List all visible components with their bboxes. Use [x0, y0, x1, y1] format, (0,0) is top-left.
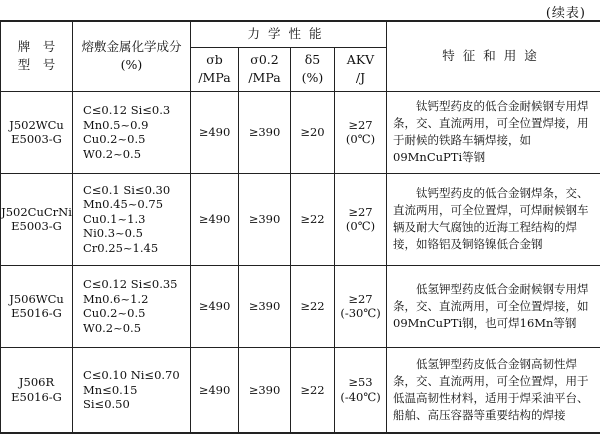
delta5-cell: ≥22	[291, 347, 335, 433]
grade-cell: J502CuCrNi E5003-G	[1, 173, 73, 265]
delta5-cell: ≥22	[291, 173, 335, 265]
usage-cell: 低氢钾型药皮低合金钢高韧性焊条，交、直流两用，可全位置焊，用于低温高韧性材料，适用于焊采油平台、船舶、高压容器等重要结构的焊接	[387, 347, 600, 433]
continued-label: (续表)	[545, 6, 586, 21]
usage-cell: 低氢钾型药皮低合金耐候钢专用焊条，交、直流两用，可全位置焊接，如09MnCuPTi钢，也可焊16Mn等钢	[387, 265, 600, 347]
sigma-b-cell: ≥490	[191, 347, 239, 433]
header-usage: 特征和用途	[387, 21, 600, 91]
header-composition: 熔敷金属化学成分 (%)	[73, 21, 191, 91]
sigma-02-cell: ≥390	[239, 91, 291, 173]
sigma-b-cell: ≥490	[191, 91, 239, 173]
grade-cell: J502WCu E5003-G	[1, 91, 73, 173]
sigma-02-cell: ≥390	[239, 347, 291, 433]
header-mechanical: 力学性能	[191, 21, 387, 47]
table-row	[1, 91, 600, 173]
grade-cell: J506R E5016-G	[1, 347, 73, 433]
delta5-cell: ≥20	[291, 91, 335, 173]
header-sigma-b: σb /MPa	[191, 47, 239, 91]
akv-cell: ≥27 (-30℃)	[335, 265, 387, 347]
akv-cell: ≥27 (0℃)	[335, 91, 387, 173]
sigma-02-cell: ≥390	[239, 173, 291, 265]
sigma-b-cell: ≥490	[191, 173, 239, 265]
composition-cell: C≤0.12 Si≤0.3 Mn0.5~0.9 Cu0.2~0.5 W0.2~0.5	[73, 91, 191, 173]
table-row	[1, 265, 600, 347]
akv-cell: ≥27 (0℃)	[335, 173, 387, 265]
table-row	[1, 173, 600, 265]
akv-cell: ≥53 (-40℃)	[335, 347, 387, 433]
usage-cell: 钛钙型药皮的低合金耐候钢专用焊条，交、直流两用，可全位置焊接，用于耐候的铁路车辆焊接，如09MnCuPTi等钢	[387, 91, 600, 173]
header-grade: 牌 号 型 号	[1, 21, 73, 91]
welding-electrode-table	[0, 20, 600, 434]
sigma-02-cell: ≥390	[239, 265, 291, 347]
sigma-b-cell: ≥490	[191, 265, 239, 347]
composition-cell: C≤0.1 Si≤0.30 Mn0.45~0.75 Cu0.1~1.3 Ni0.3~0.5 Cr0.25~1.45	[73, 173, 191, 265]
usage-cell: 钛钙型药皮的低合金钢焊条，交、直流两用，可全位置焊，可焊耐候钢车辆及耐大气腐蚀的近海工程结构的焊接，如铬铝及铜铬镍低合金钢	[387, 173, 600, 265]
header-sigma-02: σ0.2 /MPa	[239, 47, 291, 91]
header-delta5: δ5 (%)	[291, 47, 335, 91]
header-akv: AKV /J	[335, 47, 387, 91]
grade-cell: J506WCu E5016-G	[1, 265, 73, 347]
composition-cell: C≤0.10 Ni≤0.70 Mn≤0.15 Si≤0.50	[73, 347, 191, 433]
delta5-cell: ≥22	[291, 265, 335, 347]
composition-cell: C≤0.12 Si≤0.35 Mn0.6~1.2 Cu0.2~0.5 W0.2~0.5	[73, 265, 191, 347]
table-row	[1, 347, 600, 433]
